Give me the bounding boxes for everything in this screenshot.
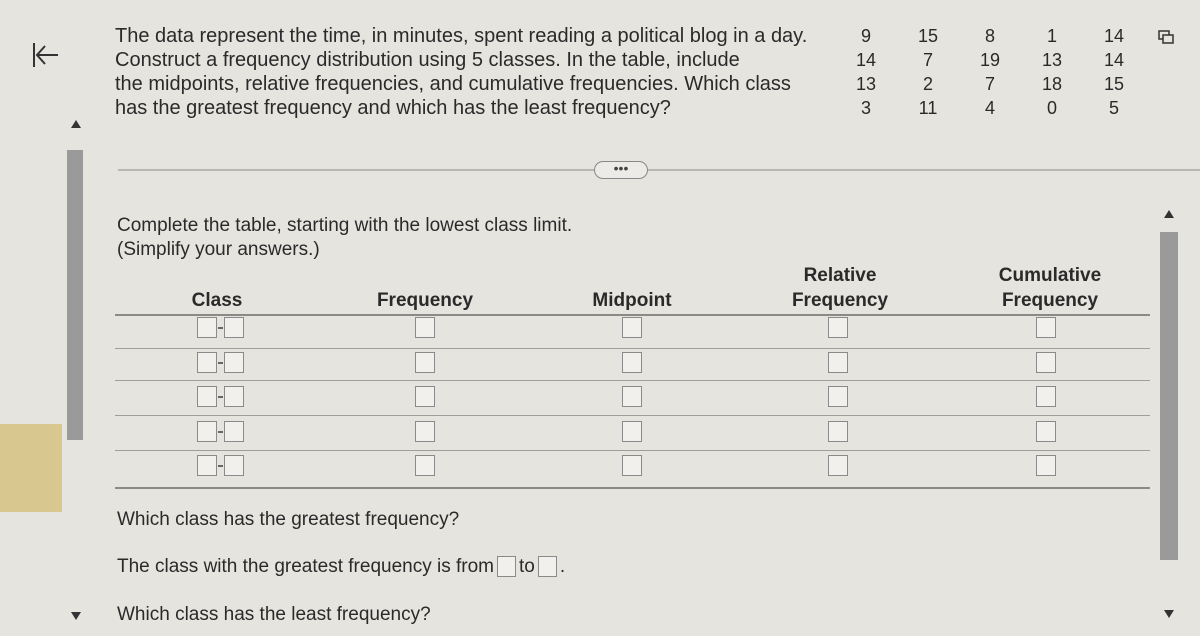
header-line: Frequency xyxy=(1001,290,1099,311)
left-scrollbar[interactable] xyxy=(66,120,84,620)
frequency-input[interactable] xyxy=(415,455,435,476)
question-line: Construct a frequency distribution using 5 classes. In the table, include xyxy=(115,49,740,71)
class-lower-input[interactable] xyxy=(197,317,217,338)
scroll-up-icon[interactable] xyxy=(71,120,81,128)
class-upper-input[interactable] xyxy=(224,386,244,407)
scroll-up-icon[interactable] xyxy=(1164,210,1174,218)
midpoint-input[interactable] xyxy=(622,386,642,407)
data-values-grid xyxy=(835,24,1145,120)
table-rule xyxy=(115,314,1150,316)
divider xyxy=(118,169,1200,171)
header-line: Cumulative xyxy=(998,265,1102,286)
header-midpoint: Midpoint xyxy=(592,290,672,311)
frequency-input[interactable] xyxy=(415,421,435,442)
table-rule xyxy=(115,415,1150,416)
table-rule xyxy=(115,450,1150,451)
data-value: 9 xyxy=(860,26,871,46)
class-dash xyxy=(218,396,223,398)
header-cumulative-frequency xyxy=(990,263,1110,313)
class-upper-input[interactable] xyxy=(224,455,244,476)
relative-frequency-input[interactable] xyxy=(828,455,848,476)
header-relative-frequency xyxy=(780,263,900,313)
class-dash xyxy=(218,362,223,364)
midpoint-input[interactable] xyxy=(622,317,642,338)
data-row xyxy=(835,72,1145,96)
scroll-down-icon[interactable] xyxy=(1164,610,1174,618)
right-scrollbar[interactable] xyxy=(1158,210,1180,622)
header-line: Relative xyxy=(803,265,877,286)
greatest-answer-suffix: . xyxy=(559,556,566,577)
cumulative-frequency-input[interactable] xyxy=(1036,317,1056,338)
header-class: Class xyxy=(191,290,243,311)
class-dash xyxy=(218,465,223,467)
data-value: 18 xyxy=(1041,74,1063,94)
data-value: 1 xyxy=(1046,26,1057,46)
data-row xyxy=(835,48,1145,72)
question-line: The data represent the time, in minutes, spent reading a political blog in a day. xyxy=(115,25,808,47)
class-upper-input[interactable] xyxy=(224,317,244,338)
scroll-thumb[interactable] xyxy=(1160,232,1178,560)
cumulative-frequency-input[interactable] xyxy=(1036,421,1056,442)
header-frequency: Frequency xyxy=(376,290,474,311)
frequency-input[interactable] xyxy=(415,317,435,338)
instruction-line: Complete the table, starting with the lowest class limit. xyxy=(117,215,573,236)
highlight-panel xyxy=(0,424,62,512)
class-dash xyxy=(218,431,223,433)
relative-frequency-input[interactable] xyxy=(828,317,848,338)
copy-data-icon[interactable] xyxy=(1158,30,1174,44)
question-line: has the greatest frequency and which has the least frequency? xyxy=(115,97,671,119)
greatest-upper-input[interactable] xyxy=(538,556,557,577)
data-value: 7 xyxy=(984,74,995,94)
cumulative-frequency-input[interactable] xyxy=(1036,386,1056,407)
question-line: the midpoints, relative frequencies, and cumulative frequencies. Which class xyxy=(115,73,791,95)
data-value: 7 xyxy=(922,50,933,70)
data-value: 5 xyxy=(1108,98,1119,118)
greatest-question: Which class has the greatest frequency? xyxy=(117,509,460,530)
data-value: 11 xyxy=(918,98,938,118)
greatest-lower-input[interactable] xyxy=(497,556,516,577)
midpoint-input[interactable] xyxy=(622,352,642,373)
frequency-input[interactable] xyxy=(415,352,435,373)
relative-frequency-input[interactable] xyxy=(828,421,848,442)
data-value: 4 xyxy=(984,98,995,118)
class-upper-input[interactable] xyxy=(224,421,244,442)
data-value: 15 xyxy=(1103,74,1125,94)
instruction-line: (Simplify your answers.) xyxy=(117,239,320,260)
class-lower-input[interactable] xyxy=(197,455,217,476)
relative-frequency-input[interactable] xyxy=(828,352,848,373)
table-rule xyxy=(115,348,1150,349)
data-value: 15 xyxy=(917,26,939,46)
data-value: 3 xyxy=(860,98,871,118)
data-value: 14 xyxy=(855,50,877,70)
midpoint-input[interactable] xyxy=(622,455,642,476)
cumulative-frequency-input[interactable] xyxy=(1036,352,1056,373)
data-value: 19 xyxy=(979,50,1001,70)
class-lower-input[interactable] xyxy=(197,352,217,373)
question-text xyxy=(115,24,825,120)
instructions xyxy=(117,214,572,262)
class-upper-input[interactable] xyxy=(224,352,244,373)
header-line: Frequency xyxy=(791,290,889,311)
class-dash xyxy=(218,327,223,329)
data-row xyxy=(835,96,1145,120)
frequency-input[interactable] xyxy=(415,386,435,407)
greatest-answer-line xyxy=(117,555,565,579)
data-row xyxy=(835,24,1145,48)
greatest-answer-prefix: The class with the greatest frequency is from xyxy=(117,556,494,577)
back-to-start-icon[interactable] xyxy=(28,38,62,72)
greatest-answer-to: to xyxy=(519,556,535,577)
midpoint-input[interactable] xyxy=(622,421,642,442)
class-lower-input[interactable] xyxy=(197,421,217,442)
data-value: 14 xyxy=(1103,26,1125,46)
cumulative-frequency-input[interactable] xyxy=(1036,455,1056,476)
more-button[interactable]: ••• xyxy=(594,161,648,179)
relative-frequency-input[interactable] xyxy=(828,386,848,407)
data-value: 14 xyxy=(1103,50,1125,70)
data-value: 13 xyxy=(1041,50,1063,70)
least-question: Which class has the least frequency? xyxy=(117,604,431,625)
data-value: 2 xyxy=(922,74,933,94)
scroll-thumb[interactable] xyxy=(67,150,83,440)
data-value: 8 xyxy=(984,26,995,46)
class-lower-input[interactable] xyxy=(197,386,217,407)
scroll-down-icon[interactable] xyxy=(71,612,81,620)
table-rule xyxy=(115,487,1150,489)
table-rule xyxy=(115,380,1150,381)
data-value: 13 xyxy=(855,74,877,94)
data-value: 0 xyxy=(1046,98,1057,118)
